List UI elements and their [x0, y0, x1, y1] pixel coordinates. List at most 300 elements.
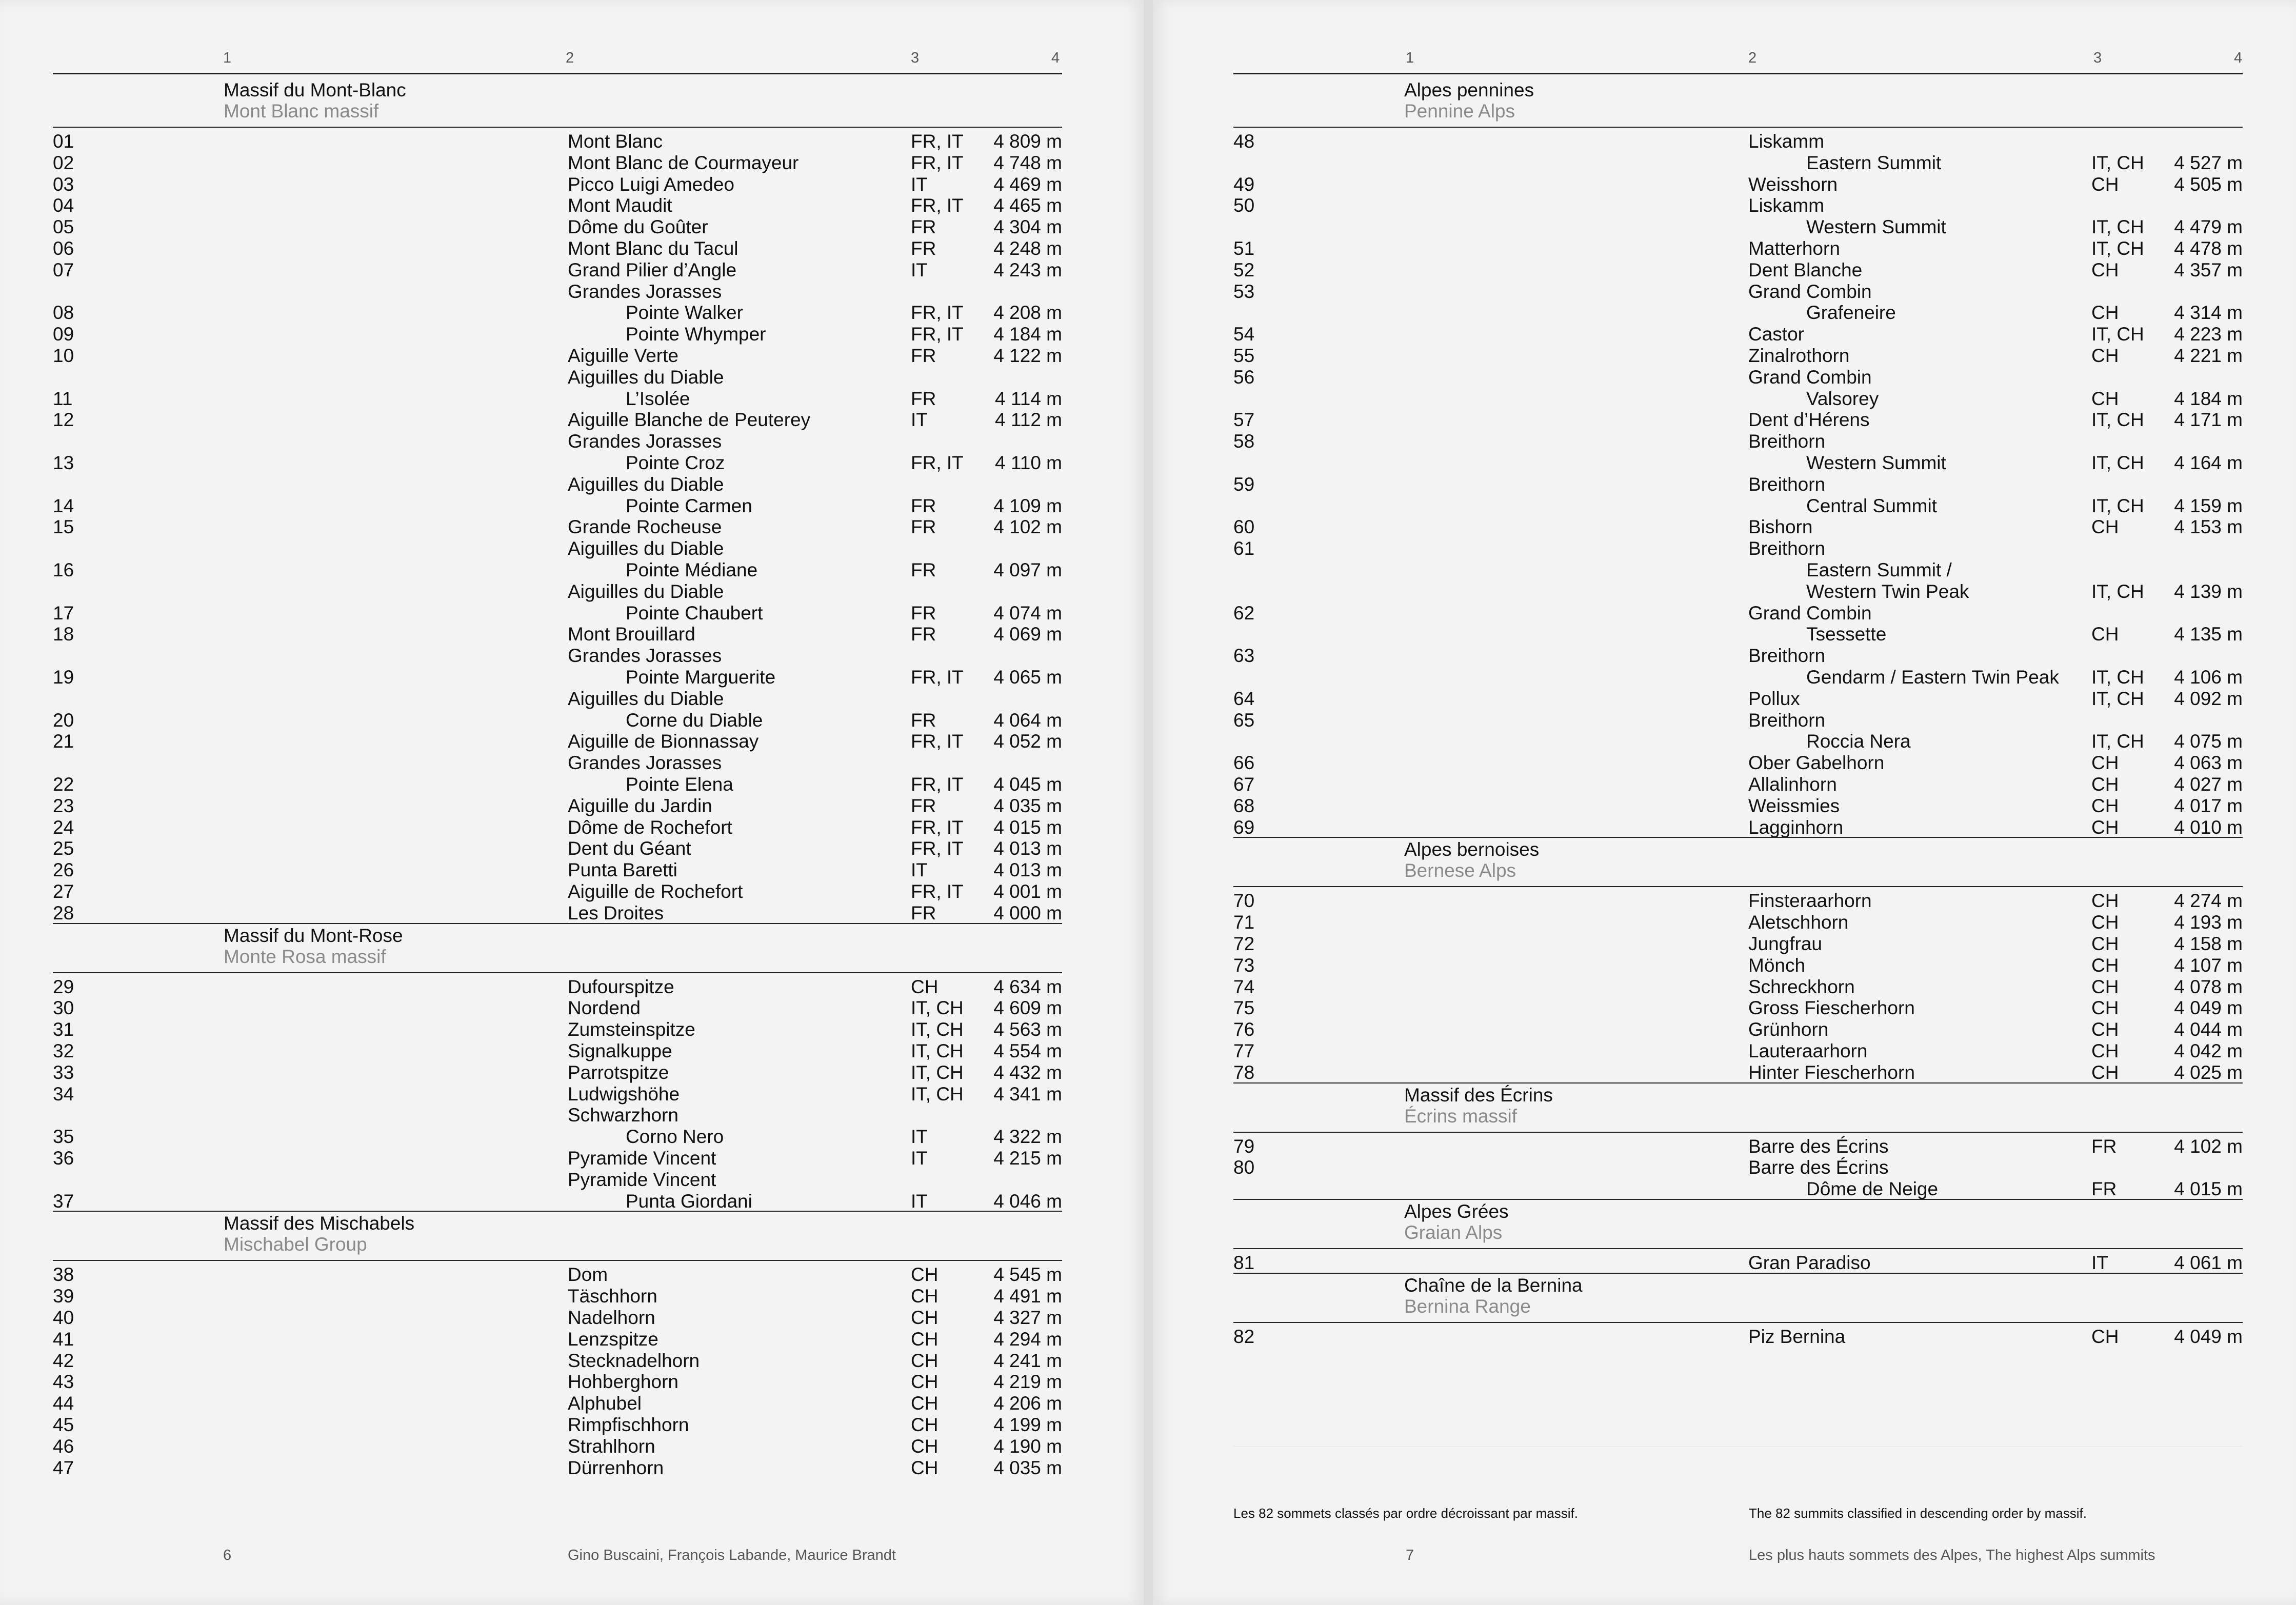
- summit-name: Strahlhorn: [568, 1436, 655, 1457]
- summit-country: FR: [911, 624, 936, 645]
- column-numbers: [0, 50, 1144, 69]
- summit-rank: 26: [53, 859, 74, 880]
- summit-elevation: 4 609 m: [993, 997, 1062, 1018]
- section-rule: [53, 1260, 1062, 1261]
- summit-elevation: 4 243 m: [993, 259, 1062, 280]
- summit-row: [53, 1126, 1062, 1148]
- summit-subpeak-name: Pointe Croz: [626, 452, 725, 473]
- summit-name: Grandes Jorasses: [568, 281, 722, 302]
- summit-rank: 43: [53, 1371, 74, 1392]
- section-subtitle: Écrins massif: [1404, 1105, 1517, 1127]
- summit-row: [53, 516, 1062, 538]
- summit-name: Grünhorn: [1748, 1019, 1829, 1040]
- summit-rank: 22: [53, 774, 74, 795]
- summit-country: CH: [2091, 1062, 2119, 1083]
- summit-country: IT, CH: [911, 1040, 964, 1061]
- summit-country: FR: [2091, 1136, 2117, 1157]
- summit-rank: 16: [53, 559, 74, 580]
- summit-row: [1233, 238, 2243, 259]
- summit-country: IT, CH: [2091, 324, 2144, 345]
- summit-rank: 61: [1233, 538, 1255, 559]
- summit-rank: 73: [1233, 955, 1255, 976]
- summit-name: Bishorn: [1748, 516, 1813, 537]
- section-title: Chaîne de la Bernina: [1404, 1274, 1583, 1296]
- summit-country: CH: [2091, 817, 2119, 838]
- summit-row: [1233, 933, 2243, 955]
- summit-rank: 37: [53, 1191, 74, 1212]
- column-number-1: 1: [1406, 50, 1414, 66]
- summit-country: CH: [2091, 174, 2119, 195]
- summit-rank: 02: [53, 152, 74, 173]
- summit-name: Mont Blanc du Tacul: [568, 238, 738, 259]
- summit-name: Mont Blanc de Courmayeur: [568, 152, 799, 173]
- summit-elevation: 4 112 m: [995, 409, 1062, 430]
- summit-name: Punta Baretti: [568, 859, 677, 880]
- summit-country: IT, CH: [2091, 409, 2144, 430]
- summit-elevation: 4 135 m: [2174, 624, 2243, 645]
- summit-elevation: 4 109 m: [993, 495, 1062, 516]
- summit-elevation: 4 184 m: [993, 324, 1062, 345]
- summit-name: Dürrenhorn: [568, 1457, 664, 1478]
- summit-rank: 39: [53, 1286, 74, 1307]
- summit-row: [1233, 409, 2243, 431]
- summit-country: CH: [2091, 1019, 2119, 1040]
- summit-elevation: 4 193 m: [2174, 912, 2243, 933]
- summit-rank: 29: [53, 976, 74, 997]
- summit-name: Täschhorn: [568, 1286, 657, 1307]
- summit-country: IT, CH: [911, 1019, 964, 1040]
- summit-row: [1233, 345, 2243, 367]
- summit-country: CH: [2091, 933, 2119, 954]
- summit-row: [53, 152, 1062, 174]
- summit-row: [53, 731, 1062, 752]
- summit-country: CH: [2091, 912, 2119, 933]
- summit-row: [1233, 388, 2243, 410]
- summit-elevation: 4 223 m: [2174, 324, 2243, 345]
- column-number-4: 4: [1051, 50, 1060, 66]
- summit-row: [1233, 281, 2243, 303]
- summit-country: IT, CH: [2091, 731, 2144, 752]
- summit-elevation: 4 158 m: [2174, 933, 2243, 954]
- summit-row: [1233, 1062, 2243, 1084]
- summit-row: [1233, 452, 2243, 474]
- summit-country: CH: [2091, 345, 2119, 366]
- section-end-rule: [53, 923, 1062, 924]
- summit-elevation: 4 042 m: [2174, 1040, 2243, 1061]
- summit-row: [1233, 495, 2243, 517]
- summit-country: CH: [2091, 388, 2119, 409]
- summit-elevation: 4 327 m: [993, 1307, 1062, 1328]
- summit-rank: 04: [53, 195, 74, 216]
- summit-row: [53, 881, 1062, 902]
- summit-name: Ober Gabelhorn: [1748, 752, 1885, 773]
- summit-name: Pollux: [1748, 688, 1800, 709]
- summit-elevation: 4 184 m: [2174, 388, 2243, 409]
- section-end-rule: [1233, 1199, 2243, 1200]
- summit-row: [53, 1371, 1062, 1393]
- summit-elevation: 4 025 m: [2174, 1062, 2243, 1083]
- summit-row: [1233, 302, 2243, 324]
- summit-subpeak-name: Valsorey: [1806, 388, 1879, 409]
- summit-rank: 05: [53, 216, 74, 237]
- summit-elevation: 4 114 m: [995, 388, 1062, 409]
- summit-country: CH: [911, 1371, 939, 1392]
- summit-subpeak-name: Grafeneire: [1806, 302, 1896, 323]
- summit-name: Aiguille Verte: [568, 345, 678, 366]
- summit-row: [1233, 955, 2243, 976]
- summit-row: [1233, 890, 2243, 912]
- summit-row: [1233, 795, 2243, 817]
- summit-row: [1233, 1326, 2243, 1348]
- summit-rank: 25: [53, 838, 74, 859]
- summit-elevation: 4 491 m: [993, 1286, 1062, 1307]
- top-rule: [53, 73, 1062, 74]
- summit-rank: 56: [1233, 367, 1255, 388]
- section-end-rule: [1233, 1082, 2243, 1084]
- summit-name: Grande Rocheuse: [568, 516, 722, 537]
- summit-row: [53, 238, 1062, 259]
- summit-row: [1233, 603, 2243, 624]
- summit-rank: 28: [53, 902, 74, 924]
- summit-rank: 01: [53, 131, 74, 152]
- summit-country: IT, CH: [2091, 238, 2144, 259]
- summit-row: [53, 1393, 1062, 1414]
- summit-country: CH: [911, 1457, 939, 1478]
- summit-rank: 57: [1233, 409, 1255, 430]
- summit-country: CH: [911, 1350, 939, 1371]
- summit-rank: 33: [53, 1062, 74, 1083]
- summit-country: FR: [911, 495, 936, 516]
- summit-elevation: 4 208 m: [993, 302, 1062, 323]
- summit-elevation: 4 465 m: [993, 195, 1062, 216]
- summit-name: Grand Combin: [1748, 603, 1872, 624]
- summit-row: [53, 1191, 1062, 1212]
- footnote-rule: [1233, 1446, 2243, 1447]
- summit-rank: 13: [53, 452, 74, 473]
- summit-elevation: 4 069 m: [993, 624, 1062, 645]
- summit-row: [1233, 152, 2243, 174]
- summit-name: Hinter Fiescherhorn: [1748, 1062, 1915, 1083]
- section-rule: [53, 972, 1062, 973]
- summit-elevation: 4 106 m: [2174, 667, 2243, 688]
- summit-elevation: 4 199 m: [993, 1414, 1062, 1435]
- summit-name: Grand Combin: [1748, 281, 1872, 302]
- summit-row: [1233, 174, 2243, 195]
- summit-country: FR, IT: [911, 731, 964, 752]
- section-title: Massif du Mont-Rose: [224, 925, 403, 946]
- summit-subpeak-name: Pointe Médiane: [626, 559, 758, 580]
- column-number-3: 3: [911, 50, 920, 66]
- summit-country: FR: [2091, 1178, 2117, 1199]
- summit-rank: 62: [1233, 603, 1255, 624]
- summit-name: Matterhorn: [1748, 238, 1840, 259]
- summit-name: Breithorn: [1748, 710, 1826, 731]
- summit-rank: 58: [1233, 431, 1255, 452]
- summit-row: [1233, 1136, 2243, 1157]
- summit-country: IT: [911, 1148, 928, 1169]
- summit-rank: 76: [1233, 1019, 1255, 1040]
- summit-elevation: 4 748 m: [993, 152, 1062, 173]
- summit-country: CH: [2091, 752, 2119, 773]
- summit-elevation: 4 063 m: [2174, 752, 2243, 773]
- summit-elevation: 4 527 m: [2174, 152, 2243, 173]
- summit-rank: 59: [1233, 474, 1255, 495]
- summit-elevation: 4 049 m: [2174, 1326, 2243, 1347]
- summit-elevation: 4 479 m: [2174, 216, 2243, 237]
- summit-country: FR: [911, 559, 936, 580]
- summit-elevation: 4 139 m: [2174, 581, 2243, 602]
- summit-subpeak-name: Corno Nero: [626, 1126, 724, 1147]
- summit-name: Parrotspitze: [568, 1062, 669, 1083]
- summit-country: FR, IT: [911, 131, 964, 152]
- summit-row: [53, 1307, 1062, 1329]
- summit-name: Piz Bernina: [1748, 1326, 1846, 1347]
- summit-elevation: 4 035 m: [993, 1457, 1062, 1478]
- summit-elevation: 4 274 m: [2174, 890, 2243, 911]
- summit-name: Zinalrothorn: [1748, 345, 1850, 366]
- summit-elevation: 4 206 m: [993, 1393, 1062, 1414]
- summit-row: [53, 388, 1062, 410]
- summit-country: IT, CH: [2091, 152, 2144, 173]
- summit-elevation: 4 010 m: [2174, 817, 2243, 838]
- summit-name: Lagginhorn: [1748, 817, 1844, 838]
- summit-row: [53, 409, 1062, 431]
- summit-rank: 79: [1233, 1136, 1255, 1157]
- summit-elevation: 4 064 m: [993, 710, 1062, 731]
- section-title: Massif des Mischabels: [224, 1213, 415, 1234]
- summit-country: CH: [2091, 774, 2119, 795]
- summit-name: Dent Blanche: [1748, 259, 1863, 280]
- summit-country: FR: [911, 710, 936, 731]
- summit-rank: 66: [1233, 752, 1255, 773]
- summit-elevation: 4 078 m: [2174, 976, 2243, 997]
- summit-elevation: 4 015 m: [993, 817, 1062, 838]
- section-title: Alpes pennines: [1404, 79, 1534, 101]
- summit-country: FR, IT: [911, 774, 964, 795]
- summit-elevation: 4 545 m: [993, 1264, 1062, 1285]
- summit-rank: 23: [53, 795, 74, 816]
- summit-row: [53, 1084, 1062, 1105]
- section-end-rule: [1233, 1273, 2243, 1274]
- summit-elevation: 4 052 m: [993, 731, 1062, 752]
- summit-rank: 74: [1233, 976, 1255, 997]
- summit-row: [1233, 367, 2243, 388]
- summit-country: CH: [2091, 259, 2119, 280]
- section-subtitle: Graian Alps: [1404, 1222, 1503, 1243]
- summit-row: [53, 997, 1062, 1019]
- summit-row: [53, 174, 1062, 195]
- section-subtitle: Bernina Range: [1404, 1295, 1531, 1317]
- summit-name: Aiguilles du Diable: [568, 538, 724, 559]
- summit-row: [1233, 624, 2243, 645]
- summit-row: [53, 581, 1062, 603]
- footer-credits: Les plus hauts sommets des Alpes, The highest Alps summits: [1749, 1547, 2155, 1563]
- summit-row: [53, 774, 1062, 795]
- summit-country: IT, CH: [2091, 495, 2144, 516]
- summit-subpeak-name: Pointe Chaubert: [626, 603, 763, 624]
- summit-rank: 78: [1233, 1062, 1255, 1083]
- summit-row: [53, 452, 1062, 474]
- summit-subpeak-name: Western Summit: [1806, 216, 1946, 237]
- summit-row: [1233, 1178, 2243, 1200]
- summit-country: CH: [911, 976, 939, 997]
- summit-elevation: 4 159 m: [2174, 495, 2243, 516]
- section-rule: [1233, 1322, 2243, 1323]
- summit-name: Picco Luigi Amedeo: [568, 174, 734, 195]
- summit-subpeak-name: Western Summit: [1806, 452, 1946, 473]
- summit-name: Mönch: [1748, 955, 1806, 976]
- summit-rank: 19: [53, 667, 74, 688]
- summit-rank: 10: [53, 345, 74, 366]
- summit-rank: 41: [53, 1329, 74, 1350]
- summit-subpeak-name: Tsessette: [1806, 624, 1887, 645]
- summit-elevation: 4 221 m: [2174, 345, 2243, 366]
- summit-subpeak-name: Pointe Whymper: [626, 324, 766, 345]
- summit-row: [53, 1264, 1062, 1286]
- column-number-1: 1: [223, 50, 232, 66]
- summit-elevation: 4 035 m: [993, 795, 1062, 816]
- summit-rank: 08: [53, 302, 74, 323]
- summit-row: [53, 495, 1062, 517]
- summit-rank: 51: [1233, 238, 1255, 259]
- summit-country: FR, IT: [911, 324, 964, 345]
- summit-country: FR, IT: [911, 881, 964, 902]
- summit-country: IT: [2091, 1252, 2108, 1273]
- section-title: Alpes bernoises: [1404, 839, 1540, 860]
- summit-row: [1233, 976, 2243, 998]
- summit-elevation: 4 469 m: [993, 174, 1062, 195]
- summit-name: Lauteraarhorn: [1748, 1040, 1868, 1061]
- summit-elevation: 4 322 m: [993, 1126, 1062, 1147]
- summit-rank: 32: [53, 1040, 74, 1061]
- section-rule: [1233, 1132, 2243, 1133]
- summit-name: Breithorn: [1748, 431, 1826, 452]
- summit-country: FR, IT: [911, 838, 964, 859]
- summit-country: CH: [2091, 1326, 2119, 1347]
- summit-row: [53, 259, 1062, 281]
- summit-subpeak-name: Eastern Summit: [1806, 152, 1942, 173]
- summit-elevation: 4 102 m: [993, 516, 1062, 537]
- summit-row: [1233, 516, 2243, 538]
- summit-row: [1233, 538, 2243, 559]
- summit-rank: 38: [53, 1264, 74, 1285]
- section-subtitle: Mischabel Group: [224, 1234, 367, 1255]
- summit-name: Jungfrau: [1748, 933, 1822, 954]
- summit-elevation: 4 013 m: [993, 838, 1062, 859]
- summit-elevation: 4 563 m: [993, 1019, 1062, 1040]
- summit-row: [1233, 195, 2243, 216]
- summit-row: [1233, 324, 2243, 345]
- summit-rank: 40: [53, 1307, 74, 1328]
- summit-row: [1233, 1019, 2243, 1040]
- summit-country: CH: [911, 1436, 939, 1457]
- summit-row: [53, 1019, 1062, 1040]
- summit-row: [53, 1148, 1062, 1169]
- summit-row: [1233, 1157, 2243, 1178]
- summit-country: FR: [911, 902, 936, 924]
- summit-rank: 47: [53, 1457, 74, 1478]
- summit-elevation: 4 015 m: [2174, 1178, 2243, 1199]
- summit-row: [1233, 752, 2243, 774]
- summit-country: IT: [911, 259, 928, 280]
- summit-elevation: 4 000 m: [993, 902, 1062, 924]
- summit-elevation: 4 044 m: [2174, 1019, 2243, 1040]
- section-title: Massif du Mont-Blanc: [224, 79, 406, 101]
- summit-row: [53, 1457, 1062, 1479]
- summit-country: CH: [2091, 302, 2119, 323]
- summit-subpeak-name: Pointe Elena: [626, 774, 733, 795]
- summit-rank: 34: [53, 1084, 74, 1105]
- summit-name: Grandes Jorasses: [568, 431, 722, 452]
- summit-rank: 35: [53, 1126, 74, 1147]
- summit-country: CH: [911, 1286, 939, 1307]
- column-number-2: 2: [1748, 50, 1757, 66]
- summit-rank: 46: [53, 1436, 74, 1457]
- summit-row: [1233, 559, 2243, 581]
- summit-row: [53, 1329, 1062, 1350]
- summit-elevation: 4 809 m: [993, 131, 1062, 152]
- section-rule: [1233, 1248, 2243, 1249]
- summit-elevation: 4 304 m: [993, 216, 1062, 237]
- summit-name: Dôme de Rochefort: [568, 817, 732, 838]
- summit-name: Alphubel: [568, 1393, 642, 1414]
- summit-elevation: 4 164 m: [2174, 452, 2243, 473]
- summit-elevation: 4 554 m: [993, 1040, 1062, 1061]
- summit-name: Nadelhorn: [568, 1307, 655, 1328]
- summit-name: Schwarzhorn: [568, 1105, 678, 1126]
- summit-row: [53, 645, 1062, 667]
- summit-elevation: 4 505 m: [2174, 174, 2243, 195]
- summit-rank: 67: [1233, 774, 1255, 795]
- summit-rank: 42: [53, 1350, 74, 1371]
- summit-country: FR, IT: [911, 667, 964, 688]
- summit-subpeak-name: Pointe Carmen: [626, 495, 752, 516]
- footer-credits: Gino Buscaini, François Labande, Maurice Brandt: [568, 1547, 896, 1563]
- summit-row: [1233, 817, 2243, 838]
- summit-name: Les Droites: [568, 902, 664, 924]
- summit-country: IT: [911, 1126, 928, 1147]
- summit-subpeak-name: Eastern Summit /: [1806, 559, 1952, 580]
- summit-elevation: 4 045 m: [993, 774, 1062, 795]
- summit-country: FR, IT: [911, 302, 964, 323]
- summit-row: [1233, 667, 2243, 688]
- summit-subpeak-name: Dôme de Neige: [1806, 1178, 1939, 1199]
- summit-row: [53, 281, 1062, 303]
- summit-rank: 17: [53, 603, 74, 624]
- summit-rank: 54: [1233, 324, 1255, 345]
- summit-country: IT: [911, 409, 928, 430]
- summit-rank: 03: [53, 174, 74, 195]
- summit-row: [53, 976, 1062, 998]
- summit-elevation: 4 001 m: [993, 881, 1062, 902]
- summit-name: Breithorn: [1748, 538, 1826, 559]
- summit-rank: 31: [53, 1019, 74, 1040]
- summit-rank: 81: [1233, 1252, 1255, 1273]
- summit-row: [53, 859, 1062, 881]
- summit-rank: 49: [1233, 174, 1255, 195]
- summit-rank: 53: [1233, 281, 1255, 302]
- summit-country: IT: [911, 859, 928, 880]
- summit-elevation: 4 634 m: [993, 976, 1062, 997]
- summit-subpeak-name: Corne du Diable: [626, 710, 763, 731]
- summit-name: Aiguilles du Diable: [568, 367, 724, 388]
- summit-rank: 27: [53, 881, 74, 902]
- summit-row: [53, 367, 1062, 388]
- section-end-rule: [1233, 837, 2243, 838]
- summit-elevation: 4 065 m: [993, 667, 1062, 688]
- left-page: [0, 0, 1144, 1605]
- summit-subpeak-name: Central Summit: [1806, 495, 1937, 516]
